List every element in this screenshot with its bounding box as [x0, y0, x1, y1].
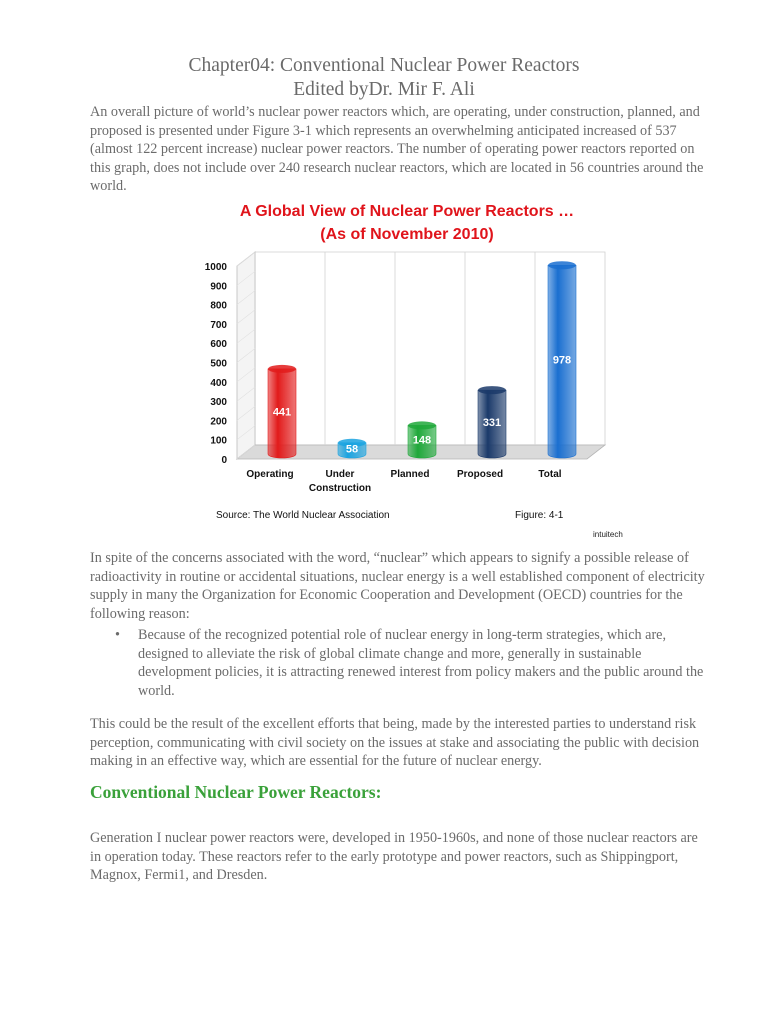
chart-title-line1: A Global View of Nuclear Power Reactors … — [239, 203, 575, 220]
y-tick-label: 1000 — [204, 262, 227, 273]
x-category-label: Operating — [246, 469, 294, 480]
section-heading: Conventional Nuclear Power Reactors: — [90, 782, 382, 802]
x-category-label: Total — [538, 469, 562, 480]
bullet-item — [115, 626, 710, 702]
y-tick-label: 100 — [210, 435, 227, 447]
paragraph-3: This could be the result of the excellent efforts that being, made by the interested parties to understand risk perception, communicating with civil society on the issues at stake and associating the public with decision making in an effective way, which are essential for the future of nuclear energy. — [90, 716, 700, 770]
y-tick-label: 800 — [210, 300, 227, 312]
bar-value-label: 331 — [482, 417, 502, 430]
y-tick-label: 300 — [210, 397, 227, 409]
y-tick-label: 0 — [221, 455, 227, 466]
chart-source: Source: The World Nuclear Association — [216, 510, 390, 521]
x-category-label: Planned — [390, 469, 430, 480]
y-tick-label: 500 — [210, 358, 227, 370]
bar-top-cap — [478, 386, 506, 394]
bar-value-label: 441 — [272, 406, 292, 419]
chart-credit: intuitech — [593, 530, 623, 539]
bar-value-label: 148 — [412, 434, 432, 447]
bar-value-label: 58 — [345, 443, 359, 456]
x-category-label: Under — [325, 469, 355, 480]
bullet-text: Because of the recognized potential role of nuclear energy in long-term strategies, which are, designed to alleviate the risk of global climate change and more, generally in sustainable development policies, it is attracting renewed interest from policy makers and the public around the world. — [138, 627, 704, 699]
bar-top-cap — [548, 261, 576, 269]
bar-top-cap — [268, 365, 296, 373]
y-tick-label: 700 — [210, 319, 227, 331]
chapter-editor: Edited byDr. Mir F. Ali — [293, 79, 475, 100]
y-tick-label: 400 — [210, 377, 227, 389]
x-category-label: Proposed — [456, 469, 504, 480]
y-tick-label: 900 — [210, 281, 227, 293]
paragraph-2: In spite of the concerns associated with the word, “nuclear” which appears to signify a possible release of radioactivity in routine or accidental situations, nuclear energy is a well established component of electricity supply in many the Organization for Economic Cooperation and Development (OECD) countries for the following reason: — [90, 550, 705, 622]
intro-paragraph: An overall picture of world’s nuclear power reactors which, are operating, under construction, planned, and proposed is presented under Figure 3-1 which represents an overwhelming anticipated increased of 537 (almost 122 percent increase) nuclear power reactors. The number of operating power reactors reported on this graph, does not include over 240 research nuclear reactors, which are located in 56 countries around the world. — [90, 104, 704, 195]
figure-label: Figure: 4-1 — [515, 510, 564, 521]
bar-top-cap — [408, 421, 436, 429]
bar-chart — [197, 249, 617, 554]
chapter-title: Chapter04: Conventional Nuclear Power Reactors — [188, 55, 580, 76]
bar-value-label: 978 — [552, 354, 572, 367]
x-category-label: Construction — [308, 483, 372, 494]
y-tick-label: 600 — [210, 339, 227, 351]
chart-title-line2: (As of November 2010) — [320, 226, 494, 243]
section-body: Generation I nuclear power reactors were, developed in 1950-1960s, and none of those nuclear reactors are in operation today. These reactors refer to the early prototype and power reactors, such as Shippingport, Magnox, Fermi1, and Dresden. — [90, 830, 698, 884]
figure-4-1 — [197, 197, 623, 542]
y-tick-label: 200 — [210, 416, 227, 428]
bullet-symbol: • — [115, 627, 120, 643]
